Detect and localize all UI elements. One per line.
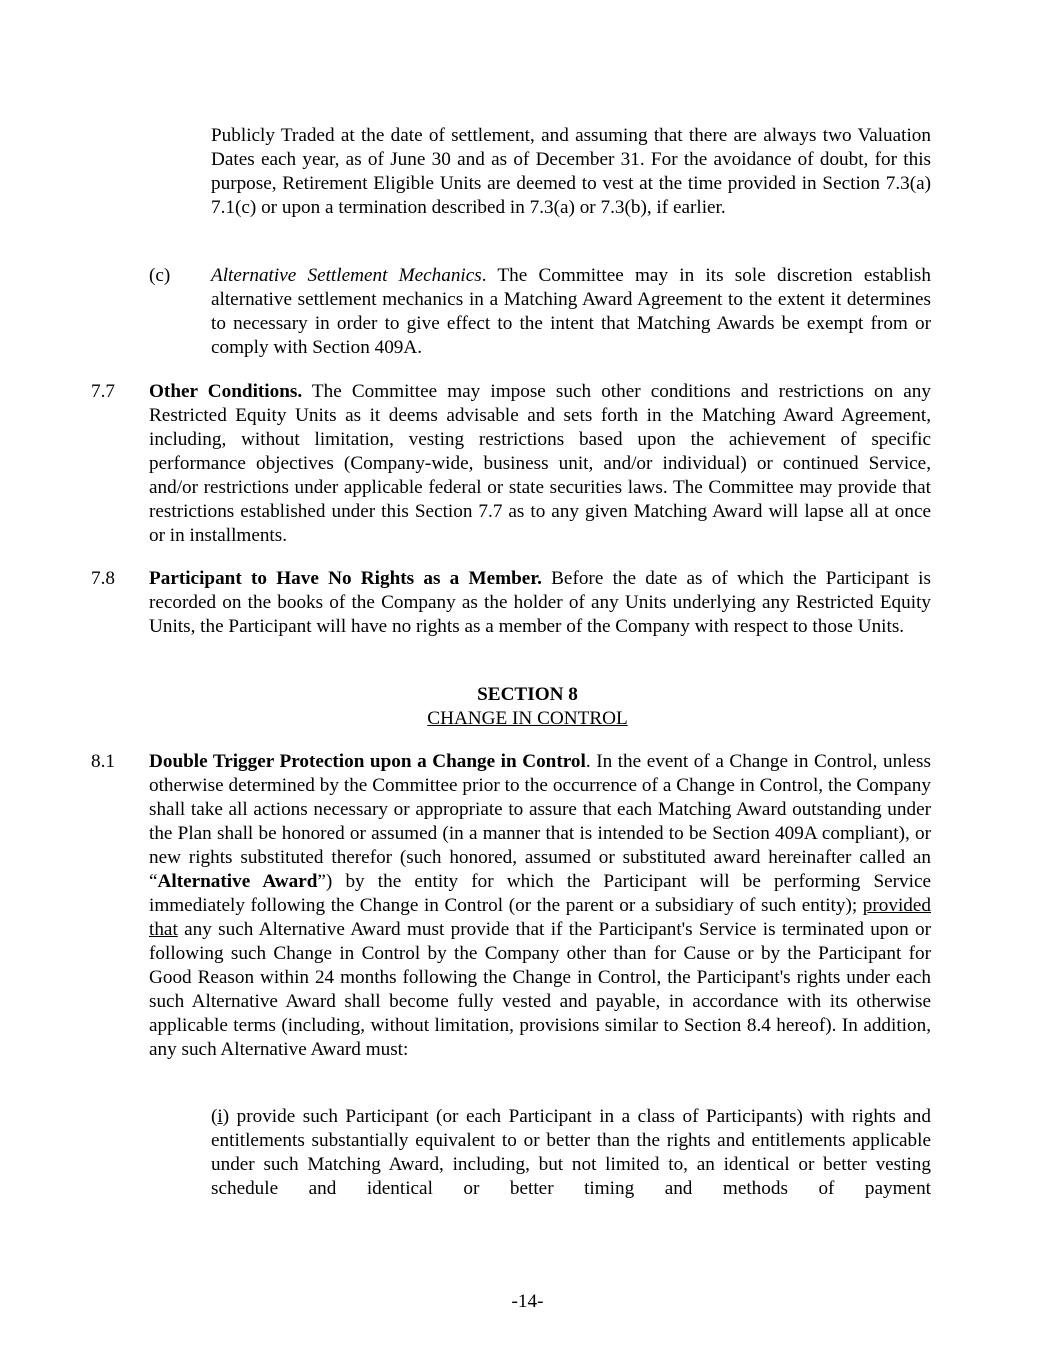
subsection-c-title: Alternative Settlement Mechanics [211,265,482,286]
clause-i-label: i [217,1106,223,1127]
section-8-1-title: Double Trigger Protection upon a Change in Control [149,751,586,772]
continuation-paragraph [211,124,931,220]
section-8-heading: SECTION 8 [477,684,578,705]
section-8-1-body-c: any such Alternative Award must provide that if the Participant's Service is terminated upon or following such Change in Control by the Company other than for Cause or by the Participant for Good Reason within 24 months following the Change in Control, the Participant's rights under each such Alternative Award shall become fully vested and payable, in accordance with its otherwise applicable terms (including, without limitation, provisions similar to Section 8.4 hereof). In addition, any such Alternative Award must: [149,919,931,1060]
clause-i-open-paren: ( [211,1106,218,1127]
subsection-c-paragraph [211,264,931,360]
section-7-8-title: Participant to Have No Rights as a Member. [149,568,542,589]
section-8-1-body-a: . In the event of a Change in Control, unless otherwise determined by the Committee prior to the occurrence of a Change in Control, the Company shall take all actions necessary or appropriate to assure that each Matching Award outstanding under the Plan shall be honored or assumed (in a manner that is intended to be Section 409A compliant), or new rights substituted therefor (such honored, assumed or substituted award hereinafter called an “ [149,751,931,892]
section-7-7-title: Other Conditions. [149,381,303,402]
alternative-award-defined-term: Alternative Award [157,871,318,892]
section-8-1-paragraph [149,750,931,1062]
subsection-c-body: . The Committee may in its sole discretion establish alternative settlement mechanics in a Matching Award Agreement to the extent it determines to necessary in order to give effect to the intent that Matching Awards be exempt from or comply with Section 409A. [211,265,931,358]
section-7-7-paragraph [149,380,931,548]
section-7-7-number: 7.7 [91,381,115,402]
section-8-subheading-wrap [0,707,1055,731]
section-7-7-body: The Committee may impose such other conditions and restrictions on any Restricted Equity Units as it deems advisable and sets forth in the Matching Award Agreement, including, without limitation, vesting restrictions based upon the achievement of specific performance objectives (Company-wide, business unit, and/or individual) or continued Service, and/or restrictions under applicable federal or state securities laws. The Committee may provide that restrictions established under this Section 7.7 as to any given Matching Award will lapse all at once or in installments. [149,381,931,546]
section-8-subheading: CHANGE IN CONTROL [427,708,628,729]
section-7-8-body: Before the date as of which the Participant is recorded on the books of the Company as the holder of any Units underlying any Restricted Equity Units, the Participant will have no rights as a member of the Company with respect to those Units. [149,568,931,637]
that-term: that [149,919,178,940]
clause-i-paragraph [211,1105,931,1201]
provided-term: provided [862,895,931,916]
page-number: -14- [511,1291,544,1312]
section-7-8-number: 7.8 [91,568,115,589]
subsection-c-label: (c) [149,265,171,286]
section-7-8-paragraph [149,567,931,639]
clause-i-body: ) provide such Participant (or each Participant in a class of Participants) with rights and entitlements substantially equivalent to or better than the rights and entitlements applicable under such Matching Award, including, but not limited to, an identical or better vesting schedule and identical or better timing and methods of payment [211,1106,931,1199]
section-8-1-body-b: ”) by the entity for which the Participant will be performing Service immediately following the Change in Control (or the parent or a subsidiary of such entity); [149,871,931,916]
section-8-1-number: 8.1 [91,751,115,772]
continuation-text: Publicly Traded at the date of settlement, and assuming that there are always two Valuation Dates each year, as of June 30 and as of December 31. For the avoidance of doubt, for this purpose, Retirement Eligible Units are deemed to vest at the time provided in Section 7.3(a) 7.1(c) or upon a termination described in 7.3(a) or 7.3(b), if earlier. [211,125,931,218]
